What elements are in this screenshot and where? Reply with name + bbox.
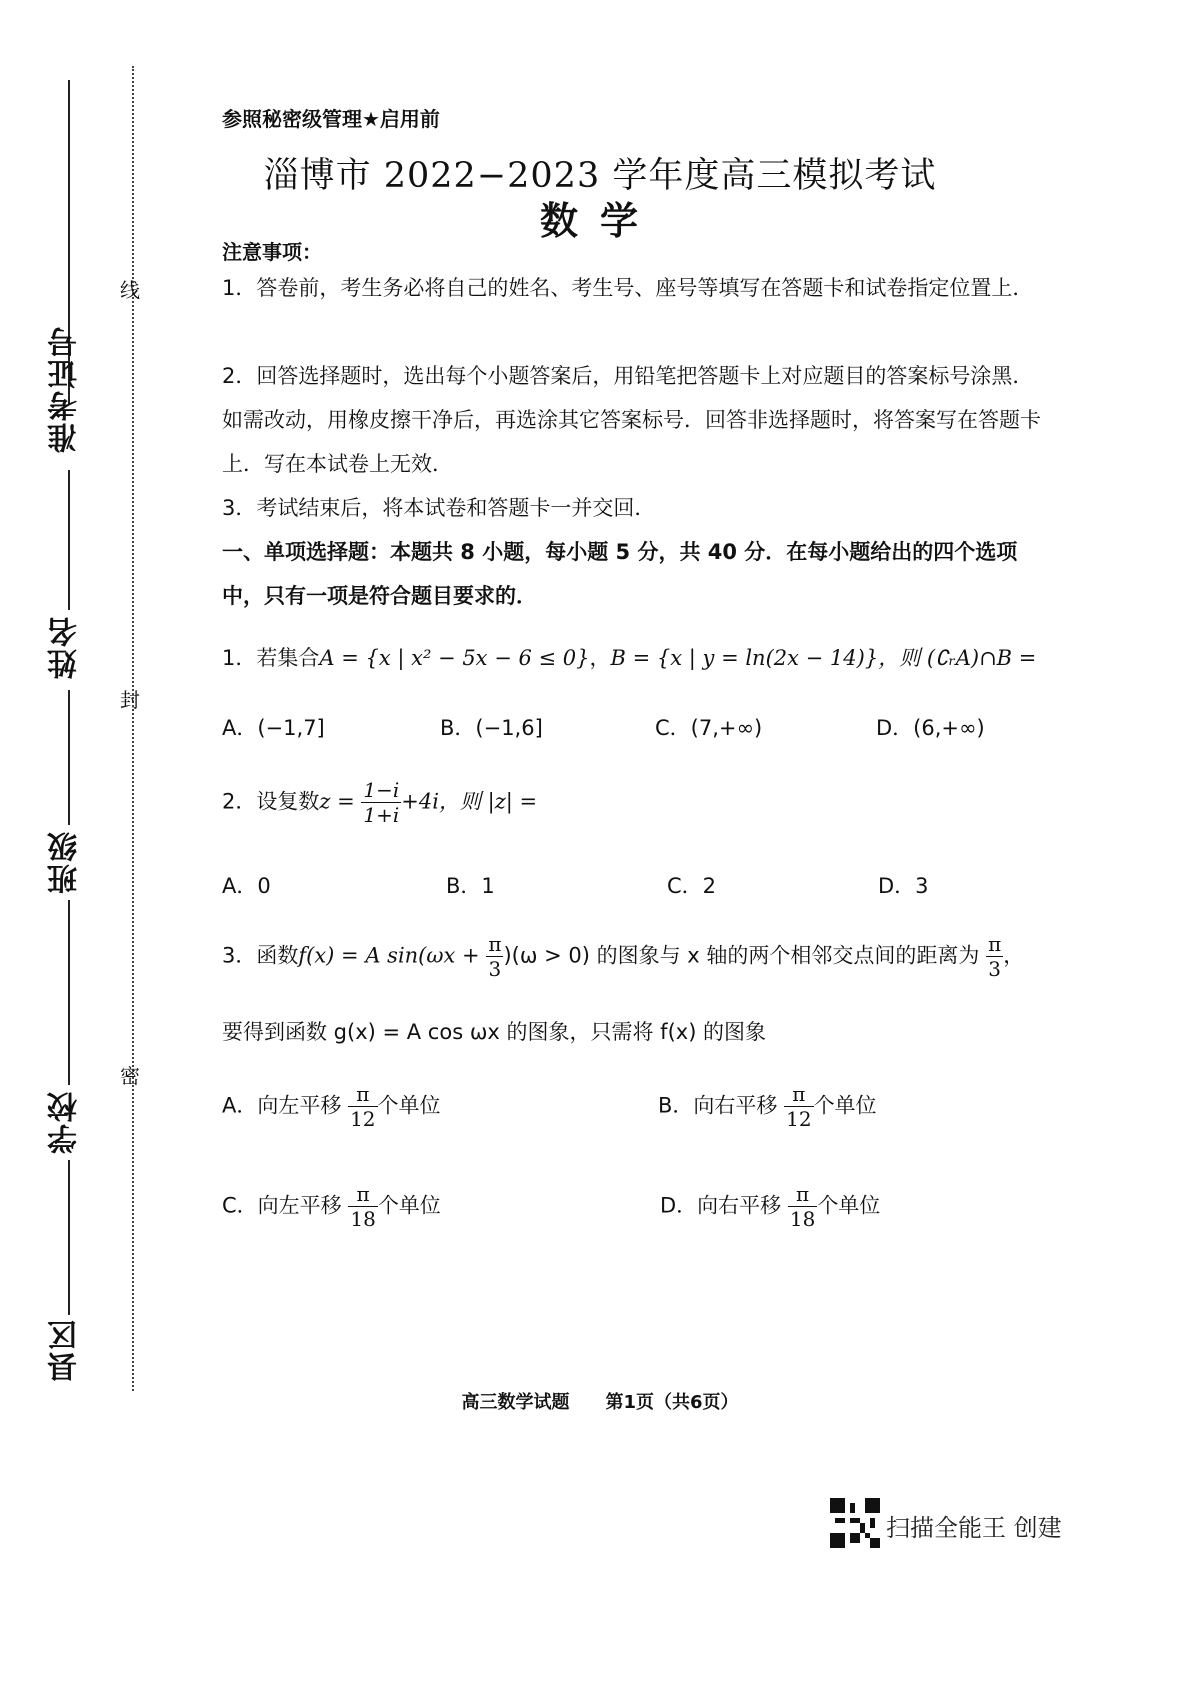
q3-c-num: π <box>348 1182 377 1207</box>
confidential-mark: 参照秘密级管理★启用前 <box>222 107 440 131</box>
q3-a-num: π <box>348 1082 377 1107</box>
q2-option-b: B．1 <box>446 874 495 898</box>
exam-id-label: 准考证号 <box>48 325 83 453</box>
q3-option-c <box>222 1182 441 1231</box>
q2-numerator: 1−i <box>363 778 400 802</box>
q1-number: 1．若集合 <box>222 646 320 670</box>
district-label: 县区 <box>48 1318 83 1382</box>
subject-title: 数学 <box>539 199 660 243</box>
binding-line-2 <box>68 470 70 610</box>
question-1 <box>222 642 1036 672</box>
q3-a-den: 12 <box>350 1107 376 1131</box>
seal-char-line: 线 <box>120 278 140 302</box>
q3-c-den: 18 <box>350 1207 376 1231</box>
q3-a-unit: 个单位 <box>377 1093 441 1118</box>
q1-set-b: B = {x | y = ln(2x − 14)} <box>610 646 879 670</box>
page-footer: 高三数学试题 第1页（共6页） <box>461 1392 739 1413</box>
q3-expr-c: ， <box>1003 943 1025 968</box>
q3-d-den: 18 <box>789 1207 816 1231</box>
q2-number: 2．设复数 <box>222 789 320 814</box>
exam-title: 淄博市 2022−2023 学年度高三模拟考试 <box>263 156 937 196</box>
q2-tail: +4i，则 |z| = <box>401 789 538 814</box>
school-label: 学校 <box>48 1090 83 1154</box>
q3-d-fraction <box>788 1182 817 1231</box>
q1-set-a: A = {x | x² − 5x − 6 ≤ 0} <box>319 646 590 670</box>
q3-option-b <box>658 1082 877 1131</box>
class-label: 班级 <box>48 830 83 894</box>
q3-fraction-2 <box>986 932 1003 981</box>
section-heading: 一、单项选择题：本题共 8 小题，每小题 5 分，共 40 分．在每小题给出的四个选项中，只有一项是符合题目要求的． <box>222 540 1018 608</box>
q1-sep: ， <box>589 646 611 670</box>
question-2 <box>222 778 537 827</box>
q3-option-a <box>222 1082 441 1131</box>
q3-f1-num: π <box>488 932 502 956</box>
q1-option-a: A．(−1,7] <box>222 716 325 740</box>
q3-b-unit: 个单位 <box>813 1093 877 1118</box>
q3-d-label: D．向右平移 <box>660 1193 782 1218</box>
q2-option-a: A．0 <box>222 874 271 898</box>
q2-option-c: C．2 <box>667 874 717 898</box>
q3-option-d <box>660 1182 880 1231</box>
q3-a-label: A．向左平移 <box>222 1093 342 1118</box>
q3-expr-a: f(x) = A sin(ωx + <box>298 943 480 968</box>
q3-f2-num: π <box>988 932 1002 956</box>
q3-a-fraction <box>348 1082 377 1131</box>
q3-expr-b: )(ω > 0) 的图象与 x 轴的两个相邻交点间的距离为 <box>503 943 980 968</box>
binding-line-3 <box>68 690 70 825</box>
notice-item-3: 3．考试结束后，将本试卷和答题卡一并交回． <box>222 496 656 520</box>
q3-b-num: π <box>784 1082 813 1107</box>
seal-char-secret: 密 <box>120 1064 140 1088</box>
notice-item-2: 2．回答选择题时，选出每个小题答案后，用铅笔把答题卡上对应题目的答案标号涂黑．如需改动，用橡皮擦干净后，再选涂其它答案标号．回答非选择题时，将答案写在答题卡上．写在本试卷上无效． <box>222 364 1041 476</box>
q3-b-label: B．向右平移 <box>658 1093 778 1118</box>
q1-option-d: D．(6,+∞) <box>876 716 985 740</box>
q3-f2-den: 3 <box>988 957 1002 981</box>
q1-option-b: B．(−1,6] <box>440 716 543 740</box>
seal-char-seal: 封 <box>120 688 140 712</box>
q3-f1-den: 3 <box>488 957 502 981</box>
q3-b-fraction <box>784 1082 813 1131</box>
seal-dotted-line <box>132 66 134 1391</box>
q2-option-d: D．3 <box>878 874 929 898</box>
q3-c-fraction <box>348 1182 377 1231</box>
notice-item-1: 1．答卷前，考生务必将自己的姓名、考生号、座号等填写在答题卡和试卷指定位置上． <box>222 276 1034 300</box>
q2-denominator: 1+i <box>363 803 400 827</box>
qr-code-icon <box>830 1498 880 1548</box>
q2-z: z = <box>319 789 355 814</box>
q3-line-2: 要得到函数 g(x) = A cos ωx 的图象，只需将 f(x) 的图象 <box>222 1020 767 1044</box>
q3-c-unit: 个单位 <box>377 1193 441 1218</box>
q3-d-num: π <box>788 1182 817 1207</box>
q3-number: 3．函数 <box>222 943 299 968</box>
q1-tail: ，则 (∁ᵣA)∩B = <box>878 646 1037 670</box>
q3-d-unit: 个单位 <box>817 1193 881 1218</box>
binding-line-4 <box>68 900 70 1085</box>
name-label: 姓名 <box>48 615 83 679</box>
notice-heading: 注意事项： <box>222 240 322 264</box>
q3-c-label: C．向左平移 <box>222 1193 342 1218</box>
q3-b-den: 12 <box>786 1107 812 1131</box>
q2-fraction <box>361 778 401 827</box>
binding-line-5 <box>68 1160 70 1315</box>
scanner-watermark: 扫描全能王 创建 <box>886 1514 1062 1542</box>
question-3 <box>222 932 1024 981</box>
q3-fraction-1 <box>486 932 503 981</box>
q1-option-c: C．(7,+∞) <box>655 716 763 740</box>
